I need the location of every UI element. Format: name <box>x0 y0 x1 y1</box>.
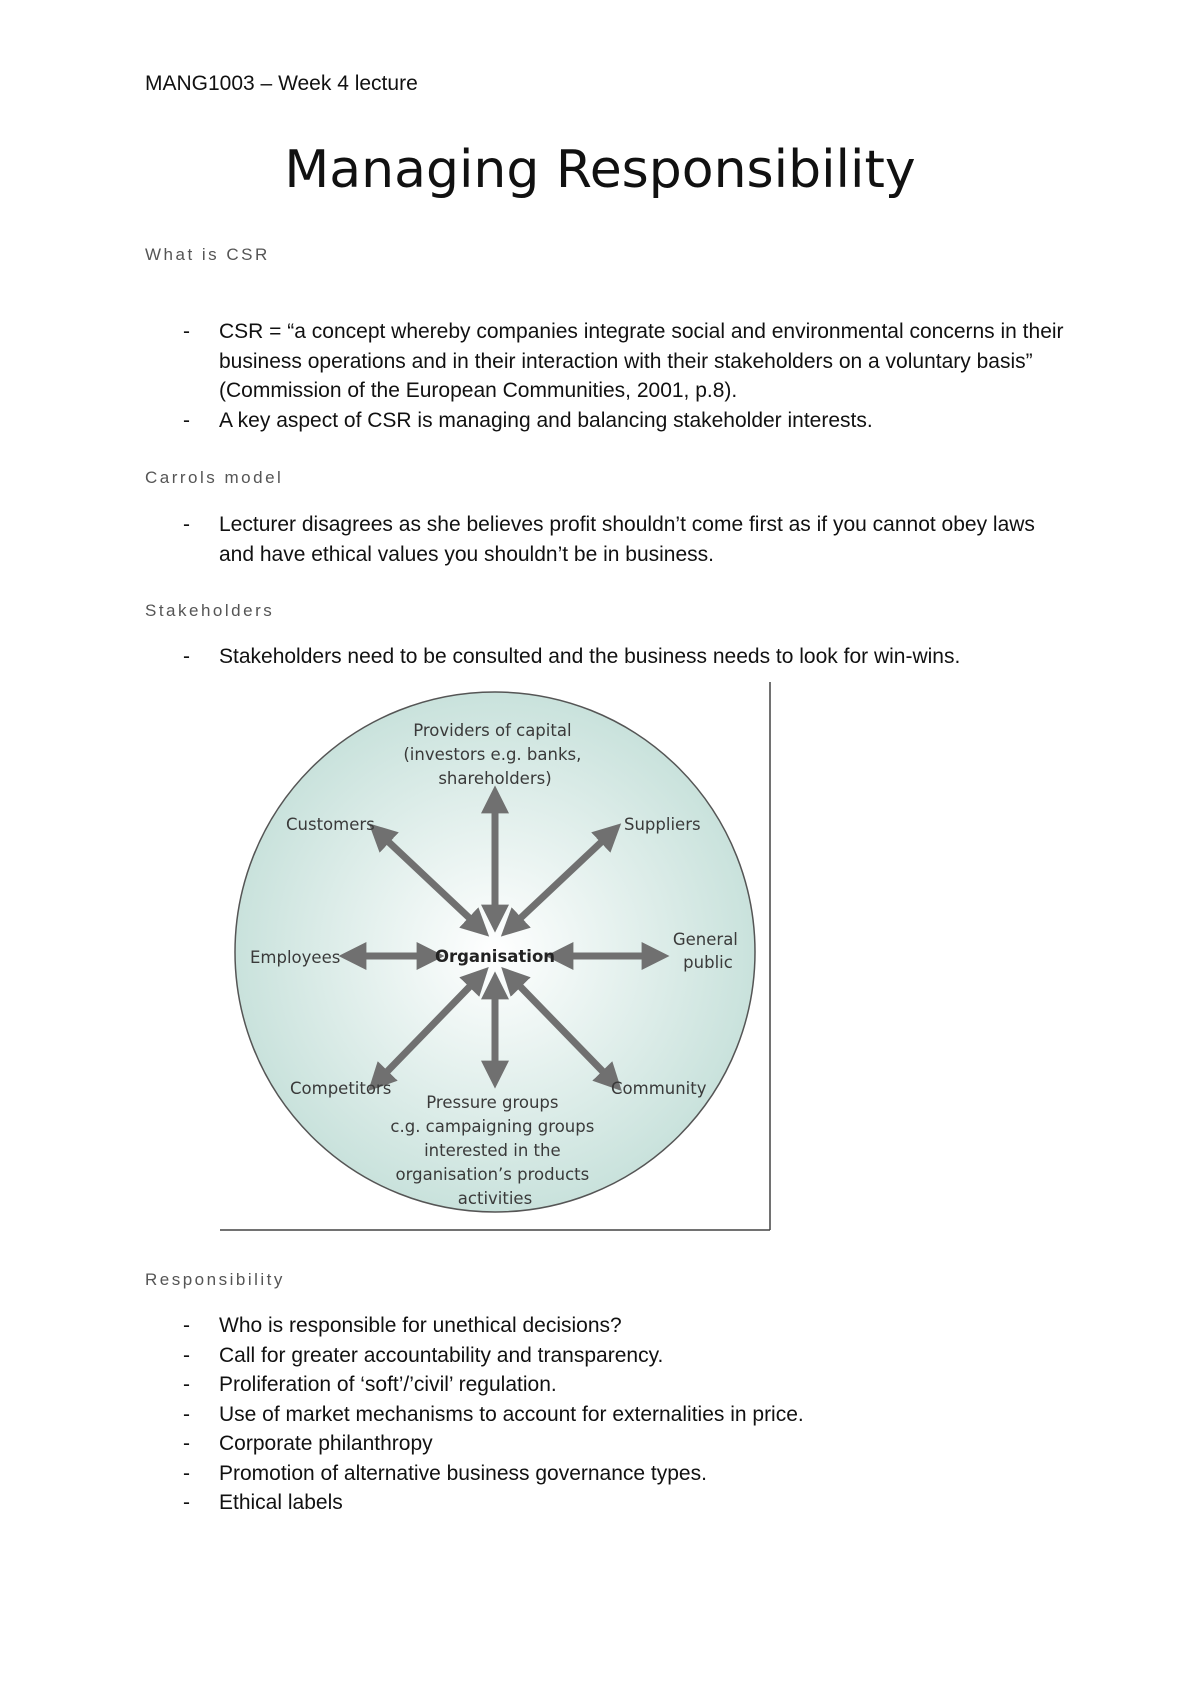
bullet-dash: - <box>183 408 190 432</box>
employees-label: Employees <box>250 948 341 967</box>
document-header: MANG1003 – Week 4 lecture <box>145 72 418 95</box>
list-item-text: A key aspect of CSR is managing and balancing stakeholder interests. <box>219 408 873 432</box>
list-item-text: CSR = “a concept whereby companies integrate social and environmental concerns in their business operations and in their interaction with their stakeholders on a voluntary basis” (Commission of the European Communities, 2001, p.8). <box>219 320 1064 402</box>
list-item-text: Proliferation of ‘soft’/’civil’ regulation. <box>219 1373 557 1396</box>
bullet-dash: - <box>183 1491 190 1514</box>
customers-label: Customers <box>286 815 375 834</box>
pressure-label-line-3: interested in the <box>424 1141 561 1160</box>
bullet-dash: - <box>183 320 190 343</box>
list-item <box>145 1341 1075 1371</box>
list-item <box>145 1459 1075 1489</box>
list-item <box>145 1400 1075 1430</box>
list-item <box>145 1370 1075 1400</box>
bullet-dash: - <box>183 1343 190 1367</box>
organisation-label: Organisation <box>434 947 556 966</box>
public-label-line-1: General <box>672 930 738 949</box>
bullet-dash: - <box>183 1432 190 1455</box>
list-item-text: Ethical labels <box>219 1491 343 1514</box>
list-item-text: Who is responsible for unethical decisions? <box>219 1314 622 1337</box>
carroll-list <box>145 510 1075 569</box>
bullet-dash: - <box>183 1402 190 1426</box>
list-item <box>145 1311 1075 1341</box>
public-label-line-2: public <box>683 953 733 972</box>
section-heading-carroll: Carrols model <box>145 468 284 487</box>
list-item <box>145 642 1075 672</box>
list-item <box>145 1429 1075 1459</box>
bullet-dash: - <box>183 513 190 536</box>
csr-list <box>145 317 1075 435</box>
list-item-text: Promotion of alternative business governance types. <box>219 1461 707 1485</box>
pressure-label-line-2: c.g. campaigning groups <box>390 1117 595 1136</box>
list-item-text: Use of market mechanisms to account for externalities in price. <box>219 1402 804 1426</box>
pressure-label-line-1: Pressure groups <box>426 1093 559 1112</box>
capital-label-line-1: Providers of capital <box>413 721 572 740</box>
list-item <box>145 510 1075 569</box>
list-item <box>145 1488 1075 1518</box>
list-item-text: Lecturer disagrees as she believes profit shouldn’t come first as if you cannot obey laws and have ethical values you shouldn’t be in business. <box>219 513 1035 566</box>
suppliers-label: Suppliers <box>624 815 701 834</box>
section-heading-csr: What is CSR <box>145 245 270 264</box>
stakeholder-diagram <box>218 680 773 1232</box>
responsibility-list <box>145 1311 1075 1518</box>
capital-label-line-3: shareholders) <box>438 769 552 788</box>
list-item <box>145 317 1075 406</box>
bullet-dash: - <box>183 645 190 668</box>
list-item <box>145 406 1075 436</box>
pressure-label-line-5: activities <box>457 1189 533 1208</box>
stakeholders-list <box>145 642 1075 672</box>
section-heading-responsibility: Responsibility <box>145 1270 285 1289</box>
bullet-dash: - <box>183 1314 190 1337</box>
pressure-label-line-4: organisation’s products <box>395 1165 590 1184</box>
page-title: Managing Responsibility <box>284 140 916 200</box>
list-item-text: Stakeholders need to be consulted and the business needs to look for win-wins. <box>219 645 961 668</box>
competitors-label: Competitors <box>290 1079 392 1098</box>
bullet-dash: - <box>183 1461 190 1485</box>
community-label: Community <box>611 1079 707 1098</box>
list-item-text: Call for greater accountability and transparency. <box>219 1343 664 1367</box>
list-item-text: Corporate philanthropy <box>219 1432 433 1455</box>
bullet-dash: - <box>183 1373 190 1396</box>
section-heading-stakeholders: Stakeholders <box>145 601 275 620</box>
capital-label-line-2: (investors e.g. banks, <box>403 745 582 764</box>
